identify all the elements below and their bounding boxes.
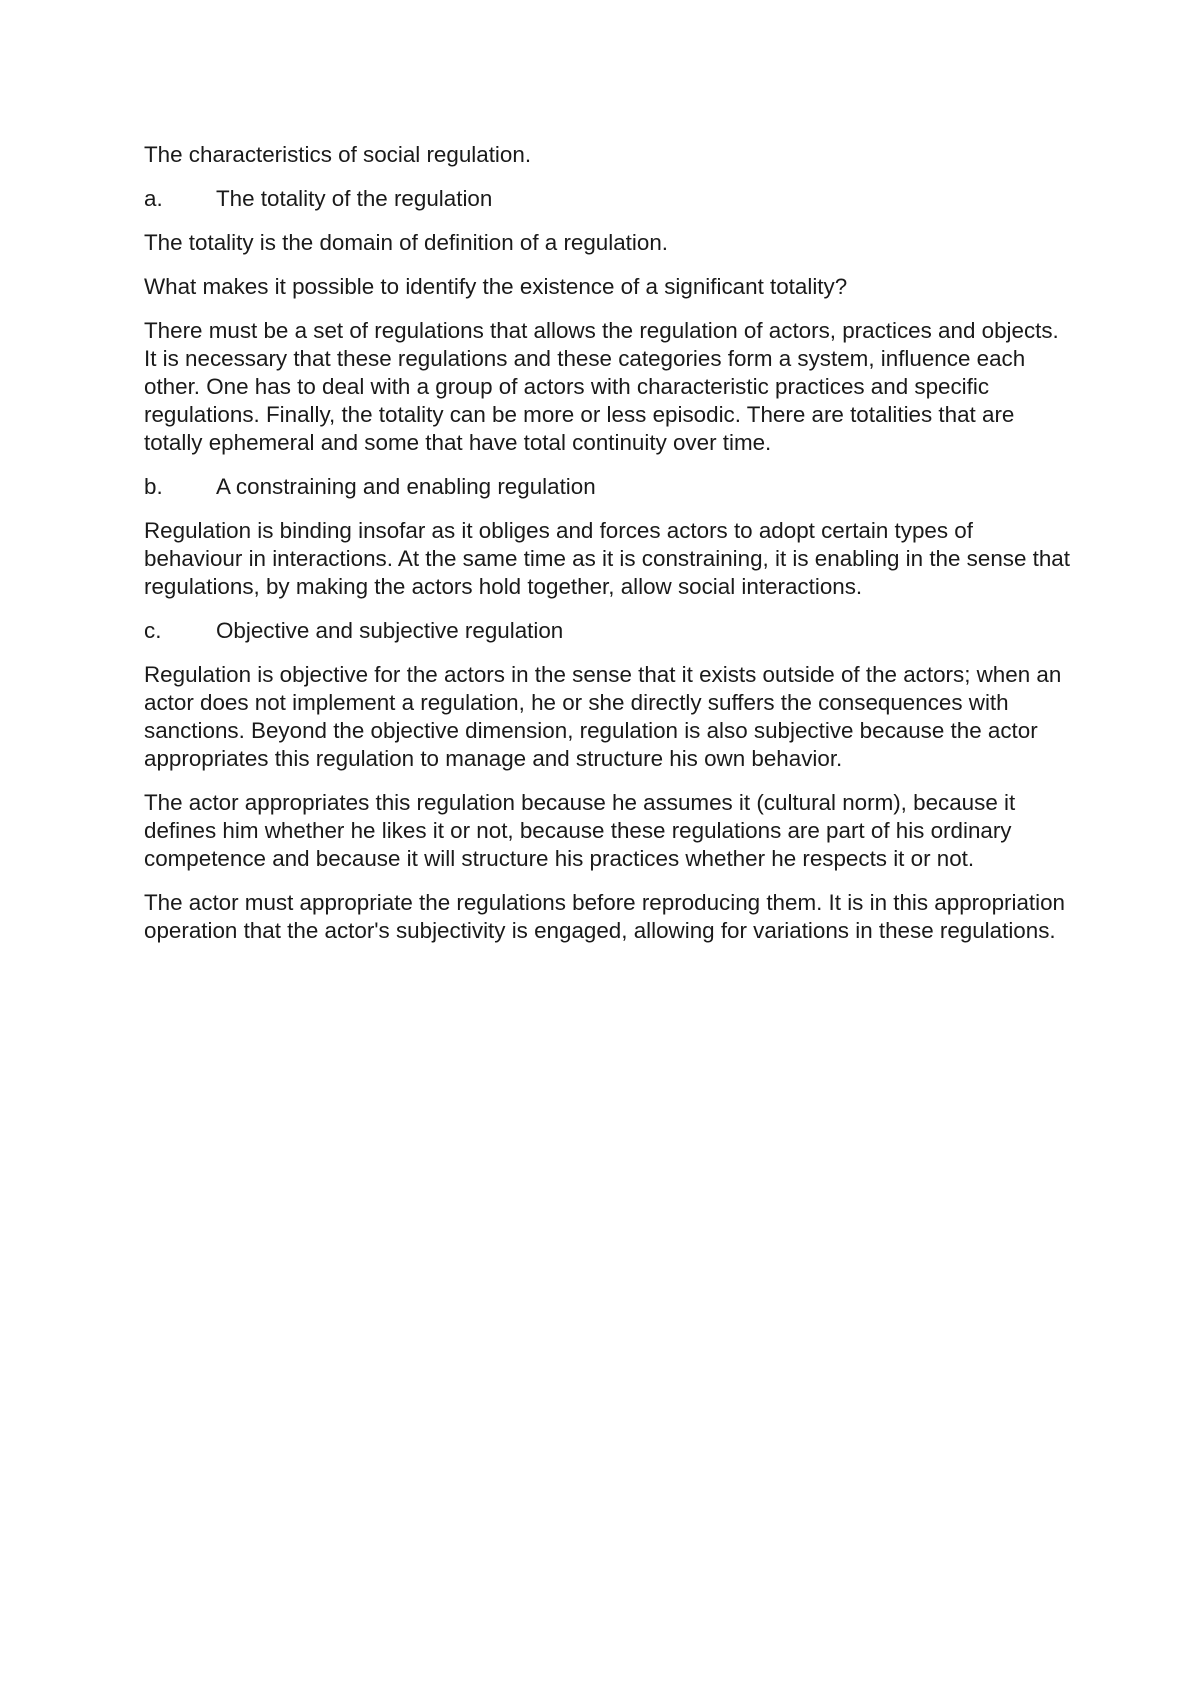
paragraph: Regulation is objective for the actors in the sense that it exists outside of the actors; when an actor does not implement a regulation, he or she directly suffers the consequences with sanctions. Beyond the objective dimension, regulation is also subjective because the actor appropriates this regulation to manage and structure his own behavior. — [144, 662, 1062, 771]
section-heading-text: Objective and subjective regulation — [216, 618, 564, 643]
list-marker: a. — [144, 186, 163, 211]
list-marker: c. — [144, 618, 162, 643]
section-heading-b — [144, 473, 1074, 501]
section-heading-c — [144, 617, 1074, 645]
section-heading-text: A constraining and enabling regulation — [216, 474, 596, 499]
section-heading-text: The totality of the regulation — [216, 186, 493, 211]
paragraph: The actor appropriates this regulation because he assumes it (cultural norm), because it defines him whether he likes it or not, because these regulations are part of his ordinary competence and because it will structure his practices whether he respects it or not. — [144, 790, 1016, 871]
section-heading-a — [144, 185, 1074, 213]
paragraph: There must be a set of regulations that allows the regulation of actors, practices and objects. It is necessary that these regulations and these categories form a system, influence each other. One has to deal with a group of actors with characteristic practices and specific regulations. Finally, the totality can be more or less episodic. There are totalities that are totally ephemeral and some that have total continuity over time. — [144, 318, 1059, 455]
paragraph: The actor must appropriate the regulations before reproducing them. It is in this appropriation operation that the actor's subjectivity is engaged, allowing for variations in these regulations. — [144, 890, 1066, 943]
paragraph: What makes it possible to identify the existence of a significant totality? — [144, 274, 848, 299]
list-marker: b. — [144, 474, 163, 499]
paragraph: The totality is the domain of definition of a regulation. — [144, 230, 669, 255]
document-body — [144, 141, 1074, 961]
paragraph: Regulation is binding insofar as it obliges and forces actors to adopt certain types of behaviour in interactions. At the same time as it is constraining, it is enabling in the sense that regulations, by making the actors hold together, allow social interactions. — [144, 518, 1070, 599]
document-title: The characteristics of social regulation. — [144, 142, 532, 167]
